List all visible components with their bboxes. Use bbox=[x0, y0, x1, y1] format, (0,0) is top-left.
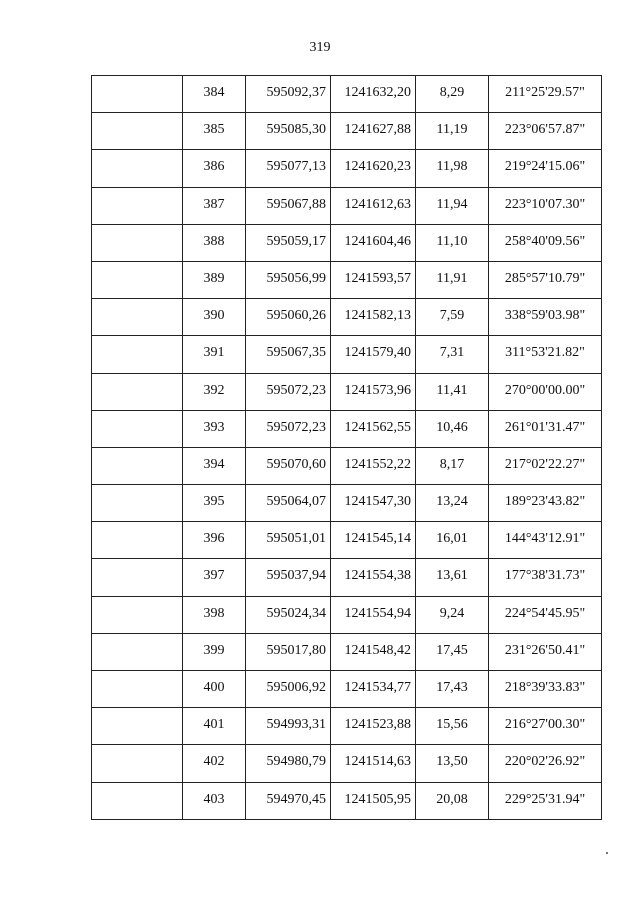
point-number-cell bbox=[183, 708, 246, 745]
y-coordinate-cell bbox=[331, 224, 416, 261]
segment-length-cell bbox=[416, 708, 489, 745]
bearing-angle-cell bbox=[489, 224, 602, 261]
segment-length-cell bbox=[416, 596, 489, 633]
bearing-angle-text: 211°25'29.57" bbox=[505, 85, 585, 100]
y-coordinate-text: 1241554,94 bbox=[344, 605, 411, 621]
segment-length-text: 15,56 bbox=[436, 717, 468, 733]
bearing-angle-cell bbox=[489, 336, 602, 373]
table-row bbox=[92, 671, 602, 708]
x-coordinate-text: 595059,17 bbox=[266, 233, 326, 249]
y-coordinate-cell bbox=[331, 113, 416, 150]
x-coordinate-text: 595072,23 bbox=[266, 419, 326, 435]
x-coordinate-text: 595006,92 bbox=[266, 680, 326, 695]
y-coordinate-text: 1241562,55 bbox=[344, 419, 411, 435]
bearing-angle-text: 220°02'26.92" bbox=[504, 754, 586, 770]
row-label-text bbox=[92, 559, 182, 569]
x-coordinate-text: 595070,60 bbox=[266, 456, 326, 472]
x-coordinate-cell bbox=[246, 187, 331, 224]
x-coordinate-text: 595077,13 bbox=[266, 159, 326, 175]
point-number-text: 388 bbox=[203, 233, 225, 249]
segment-length-text: 8,17 bbox=[439, 456, 465, 472]
segment-length-text: 11,10 bbox=[436, 233, 468, 249]
table-row bbox=[92, 150, 602, 187]
segment-length-cell bbox=[416, 671, 489, 708]
point-number-text: 399 bbox=[203, 642, 225, 658]
bearing-angle-text: 216°27'00.30" bbox=[504, 717, 586, 733]
point-number-cell bbox=[183, 745, 246, 782]
segment-length-cell bbox=[416, 522, 489, 559]
y-coordinate-cell bbox=[331, 745, 416, 782]
point-number-cell bbox=[183, 633, 246, 670]
point-number-cell bbox=[183, 261, 246, 298]
bearing-angle-cell bbox=[489, 559, 602, 596]
bearing-angle-text: 338°59'03.98" bbox=[504, 308, 586, 324]
segment-length-cell bbox=[416, 410, 489, 447]
row-label-cell bbox=[92, 485, 183, 522]
y-coordinate-cell bbox=[331, 782, 416, 819]
y-coordinate-text: 1241552,22 bbox=[344, 456, 411, 472]
row-label-text bbox=[92, 336, 182, 346]
x-coordinate-text: 595067,88 bbox=[266, 196, 326, 212]
point-number-text: 398 bbox=[203, 605, 225, 621]
x-coordinate-text: 595060,26 bbox=[266, 308, 326, 324]
segment-length-cell bbox=[416, 299, 489, 336]
segment-length-text: 17,45 bbox=[436, 642, 468, 658]
x-coordinate-text: 594980,79 bbox=[266, 754, 326, 770]
bearing-angle-text: 285°57'10.79" bbox=[504, 270, 586, 286]
segment-length-cell bbox=[416, 113, 489, 150]
table-row bbox=[92, 522, 602, 559]
y-coordinate-text: 1241582,13 bbox=[344, 308, 411, 324]
point-number-cell bbox=[183, 447, 246, 484]
segment-length-text: 7,59 bbox=[439, 308, 465, 324]
point-number-cell bbox=[183, 596, 246, 633]
point-number-cell bbox=[183, 76, 246, 113]
x-coordinate-cell bbox=[246, 782, 331, 819]
row-label-cell bbox=[92, 596, 183, 633]
point-number-text: 387 bbox=[203, 196, 225, 212]
row-label-cell bbox=[92, 633, 183, 670]
bearing-angle-cell bbox=[489, 596, 602, 633]
row-label-text bbox=[92, 634, 182, 644]
point-number-text: 385 bbox=[203, 122, 225, 138]
coordinates-table bbox=[91, 75, 602, 820]
x-coordinate-cell bbox=[246, 336, 331, 373]
segment-length-text: 11,91 bbox=[436, 270, 468, 286]
y-coordinate-text: 1241523,88 bbox=[344, 717, 411, 733]
y-coordinate-cell bbox=[331, 447, 416, 484]
row-label-text bbox=[92, 411, 182, 421]
point-number-cell bbox=[183, 522, 246, 559]
row-label-cell bbox=[92, 76, 183, 113]
y-coordinate-text: 1241627,88 bbox=[344, 122, 411, 138]
x-coordinate-cell bbox=[246, 150, 331, 187]
y-coordinate-text: 1241593,57 bbox=[344, 270, 411, 286]
x-coordinate-cell bbox=[246, 113, 331, 150]
y-coordinate-text: 1241514,63 bbox=[344, 754, 411, 770]
row-label-cell bbox=[92, 671, 183, 708]
segment-length-text: 16,01 bbox=[436, 531, 468, 547]
y-coordinate-cell bbox=[331, 485, 416, 522]
point-number-text: 394 bbox=[203, 456, 225, 472]
row-label-text bbox=[92, 113, 182, 123]
row-label-cell bbox=[92, 410, 183, 447]
y-coordinate-cell bbox=[331, 633, 416, 670]
bearing-angle-cell bbox=[489, 633, 602, 670]
point-number-text: 393 bbox=[203, 419, 225, 435]
y-coordinate-text: 1241632,20 bbox=[344, 85, 411, 100]
y-coordinate-cell bbox=[331, 261, 416, 298]
segment-length-cell bbox=[416, 224, 489, 261]
x-coordinate-cell bbox=[246, 745, 331, 782]
y-coordinate-text: 1241612,63 bbox=[344, 196, 411, 212]
bearing-angle-text: 144°43'12.91" bbox=[504, 531, 586, 547]
row-label-text bbox=[92, 448, 182, 458]
x-coordinate-text: 595056,99 bbox=[266, 270, 326, 286]
x-coordinate-cell bbox=[246, 708, 331, 745]
point-number-text: 384 bbox=[203, 85, 225, 100]
y-coordinate-text: 1241505,95 bbox=[344, 791, 411, 807]
segment-length-cell bbox=[416, 261, 489, 298]
point-number-text: 390 bbox=[203, 308, 225, 324]
table-row bbox=[92, 410, 602, 447]
x-coordinate-cell bbox=[246, 410, 331, 447]
row-label-text bbox=[92, 485, 182, 495]
table-row bbox=[92, 336, 602, 373]
row-label-text bbox=[92, 745, 182, 755]
row-label-cell bbox=[92, 224, 183, 261]
point-number-text: 403 bbox=[203, 791, 225, 807]
y-coordinate-text: 1241547,30 bbox=[344, 494, 411, 510]
point-number-text: 402 bbox=[203, 754, 225, 770]
bearing-angle-cell bbox=[489, 76, 602, 113]
table-row bbox=[92, 261, 602, 298]
row-label-text bbox=[92, 522, 182, 532]
y-coordinate-cell bbox=[331, 559, 416, 596]
bearing-angle-text: 311°53'21.82" bbox=[505, 345, 585, 361]
segment-length-cell bbox=[416, 745, 489, 782]
bearing-angle-cell bbox=[489, 782, 602, 819]
row-label-text bbox=[92, 299, 182, 309]
row-label-cell bbox=[92, 113, 183, 150]
row-label-text bbox=[92, 671, 182, 681]
x-coordinate-cell bbox=[246, 299, 331, 336]
bearing-angle-cell bbox=[489, 113, 602, 150]
x-coordinate-cell bbox=[246, 671, 331, 708]
table-row bbox=[92, 633, 602, 670]
bearing-angle-cell bbox=[489, 187, 602, 224]
row-label-text bbox=[92, 225, 182, 235]
bearing-angle-text: 224°54'45.95" bbox=[504, 605, 586, 621]
bearing-angle-cell bbox=[489, 299, 602, 336]
segment-length-cell bbox=[416, 373, 489, 410]
x-coordinate-text: 595051,01 bbox=[266, 531, 326, 547]
x-coordinate-cell bbox=[246, 633, 331, 670]
point-number-text: 395 bbox=[203, 494, 225, 510]
x-coordinate-text: 595024,34 bbox=[266, 605, 326, 621]
point-number-cell bbox=[183, 782, 246, 819]
bearing-angle-cell bbox=[489, 150, 602, 187]
table-row bbox=[92, 485, 602, 522]
y-coordinate-cell bbox=[331, 150, 416, 187]
table-row bbox=[92, 76, 602, 113]
bearing-angle-cell bbox=[489, 671, 602, 708]
x-coordinate-cell bbox=[246, 224, 331, 261]
y-coordinate-text: 1241579,40 bbox=[344, 345, 411, 361]
point-number-cell bbox=[183, 187, 246, 224]
row-label-cell bbox=[92, 559, 183, 596]
point-number-cell bbox=[183, 485, 246, 522]
x-coordinate-cell bbox=[246, 596, 331, 633]
point-number-text: 397 bbox=[203, 568, 225, 584]
row-label-cell bbox=[92, 336, 183, 373]
segment-length-cell bbox=[416, 76, 489, 113]
segment-length-cell bbox=[416, 485, 489, 522]
segment-length-text: 11,41 bbox=[436, 382, 468, 398]
y-coordinate-cell bbox=[331, 299, 416, 336]
table-row bbox=[92, 187, 602, 224]
point-number-cell bbox=[183, 150, 246, 187]
bearing-angle-text: 219°24'15.06" bbox=[504, 159, 586, 175]
y-coordinate-text: 1241534,77 bbox=[344, 680, 411, 695]
bearing-angle-cell bbox=[489, 708, 602, 745]
segment-length-cell bbox=[416, 447, 489, 484]
row-label-text bbox=[92, 597, 182, 607]
bearing-angle-text: 270°00'00.00" bbox=[504, 382, 586, 398]
y-coordinate-cell bbox=[331, 336, 416, 373]
x-coordinate-cell bbox=[246, 522, 331, 559]
table-row bbox=[92, 782, 602, 819]
y-coordinate-cell bbox=[331, 76, 416, 113]
bearing-angle-cell bbox=[489, 410, 602, 447]
page-number: 319 bbox=[309, 40, 331, 55]
row-label-cell bbox=[92, 782, 183, 819]
y-coordinate-text: 1241573,96 bbox=[344, 382, 411, 398]
row-label-cell bbox=[92, 447, 183, 484]
table-row bbox=[92, 113, 602, 150]
x-coordinate-text: 595064,07 bbox=[266, 494, 326, 510]
x-coordinate-cell bbox=[246, 76, 331, 113]
y-coordinate-text: 1241554,38 bbox=[344, 568, 411, 584]
y-coordinate-cell bbox=[331, 187, 416, 224]
point-number-cell bbox=[183, 559, 246, 596]
row-label-text bbox=[92, 374, 182, 384]
point-number-cell bbox=[183, 373, 246, 410]
y-coordinate-text: 1241620,23 bbox=[344, 159, 411, 175]
y-coordinate-cell bbox=[331, 671, 416, 708]
point-number-cell bbox=[183, 336, 246, 373]
row-label-text bbox=[92, 783, 182, 793]
row-label-cell bbox=[92, 373, 183, 410]
segment-length-cell bbox=[416, 336, 489, 373]
table-row bbox=[92, 373, 602, 410]
table-row bbox=[92, 299, 602, 336]
x-coordinate-text: 595085,30 bbox=[266, 122, 326, 138]
point-number-text: 401 bbox=[203, 717, 225, 733]
point-number-text: 396 bbox=[203, 531, 225, 547]
table-row bbox=[92, 745, 602, 782]
x-coordinate-text: 595037,94 bbox=[266, 568, 326, 584]
y-coordinate-cell bbox=[331, 596, 416, 633]
bearing-angle-text: 218°39'33.83" bbox=[504, 680, 586, 695]
x-coordinate-text: 594993,31 bbox=[266, 717, 326, 733]
point-number-cell bbox=[183, 671, 246, 708]
y-coordinate-cell bbox=[331, 373, 416, 410]
y-coordinate-text: 1241545,14 bbox=[344, 531, 411, 547]
row-label-text bbox=[92, 76, 182, 86]
point-number-text: 400 bbox=[203, 680, 225, 695]
segment-length-text: 7,31 bbox=[439, 345, 465, 361]
segment-length-text: 8,29 bbox=[439, 85, 465, 100]
row-label-cell bbox=[92, 745, 183, 782]
point-number-text: 391 bbox=[203, 345, 225, 361]
bearing-angle-text: 177°38'31.73" bbox=[504, 568, 586, 584]
segment-length-text: 13,24 bbox=[436, 494, 468, 510]
point-number-cell bbox=[183, 113, 246, 150]
x-coordinate-text: 595072,23 bbox=[266, 382, 326, 398]
x-coordinate-cell bbox=[246, 447, 331, 484]
bearing-angle-text: 258°40'09.56" bbox=[504, 233, 586, 249]
bearing-angle-text: 231°26'50.41" bbox=[504, 642, 586, 658]
bearing-angle-cell bbox=[489, 522, 602, 559]
point-number-text: 386 bbox=[203, 159, 225, 175]
table-row bbox=[92, 596, 602, 633]
x-coordinate-cell bbox=[246, 261, 331, 298]
x-coordinate-text: 595017,80 bbox=[266, 642, 326, 658]
y-coordinate-cell bbox=[331, 522, 416, 559]
x-coordinate-text: 594970,45 bbox=[266, 791, 326, 807]
x-coordinate-cell bbox=[246, 559, 331, 596]
table-row bbox=[92, 708, 602, 745]
x-coordinate-text: 595067,35 bbox=[266, 345, 326, 361]
segment-length-cell bbox=[416, 187, 489, 224]
segment-length-text: 10,46 bbox=[436, 419, 468, 435]
bearing-angle-text: 223°06'57.87" bbox=[504, 122, 586, 138]
row-label-text bbox=[92, 708, 182, 718]
bearing-angle-cell bbox=[489, 447, 602, 484]
segment-length-text: 17,43 bbox=[436, 680, 468, 695]
segment-length-cell bbox=[416, 559, 489, 596]
row-label-text bbox=[92, 188, 182, 198]
bearing-angle-text: 261°01'31.47" bbox=[504, 419, 586, 435]
x-coordinate-cell bbox=[246, 485, 331, 522]
bearing-angle-cell bbox=[489, 373, 602, 410]
row-label-cell bbox=[92, 708, 183, 745]
segment-length-text: 13,61 bbox=[436, 568, 468, 584]
point-number-text: 389 bbox=[203, 270, 225, 286]
segment-length-text: 11,94 bbox=[436, 196, 468, 212]
bearing-angle-text: 189°23'43.82" bbox=[504, 494, 586, 510]
x-coordinate-cell bbox=[246, 373, 331, 410]
segment-length-text: 9,24 bbox=[439, 605, 465, 621]
segment-length-text: 11,19 bbox=[436, 122, 468, 138]
y-coordinate-cell bbox=[331, 708, 416, 745]
segment-length-text: 11,98 bbox=[436, 159, 468, 175]
table-row bbox=[92, 447, 602, 484]
bearing-angle-cell bbox=[489, 745, 602, 782]
point-number-cell bbox=[183, 224, 246, 261]
segment-length-cell bbox=[416, 633, 489, 670]
y-coordinate-cell bbox=[331, 410, 416, 447]
row-label-cell bbox=[92, 522, 183, 559]
bearing-angle-text: 217°02'22.27" bbox=[504, 456, 586, 472]
x-coordinate-text: 595092,37 bbox=[266, 85, 326, 100]
bearing-angle-text: 229°25'31.94" bbox=[504, 791, 586, 807]
row-label-cell bbox=[92, 187, 183, 224]
segment-length-text: 20,08 bbox=[436, 791, 468, 807]
row-label-cell bbox=[92, 261, 183, 298]
row-label-text bbox=[92, 262, 182, 272]
segment-length-text: 13,50 bbox=[436, 754, 468, 770]
point-number-cell bbox=[183, 410, 246, 447]
table-row bbox=[92, 559, 602, 596]
bearing-angle-cell bbox=[489, 261, 602, 298]
y-coordinate-text: 1241604,46 bbox=[344, 233, 411, 249]
row-label-text bbox=[92, 150, 182, 160]
row-label-cell bbox=[92, 299, 183, 336]
bearing-angle-text: 223°10'07.30" bbox=[504, 196, 586, 212]
coordinates-table-body bbox=[92, 76, 602, 820]
scan-speck bbox=[606, 852, 608, 854]
y-coordinate-text: 1241548,42 bbox=[344, 642, 411, 658]
segment-length-cell bbox=[416, 150, 489, 187]
point-number-text: 392 bbox=[203, 382, 225, 398]
point-number-cell bbox=[183, 299, 246, 336]
segment-length-cell bbox=[416, 782, 489, 819]
table-row bbox=[92, 224, 602, 261]
bearing-angle-cell bbox=[489, 485, 602, 522]
row-label-cell bbox=[92, 150, 183, 187]
